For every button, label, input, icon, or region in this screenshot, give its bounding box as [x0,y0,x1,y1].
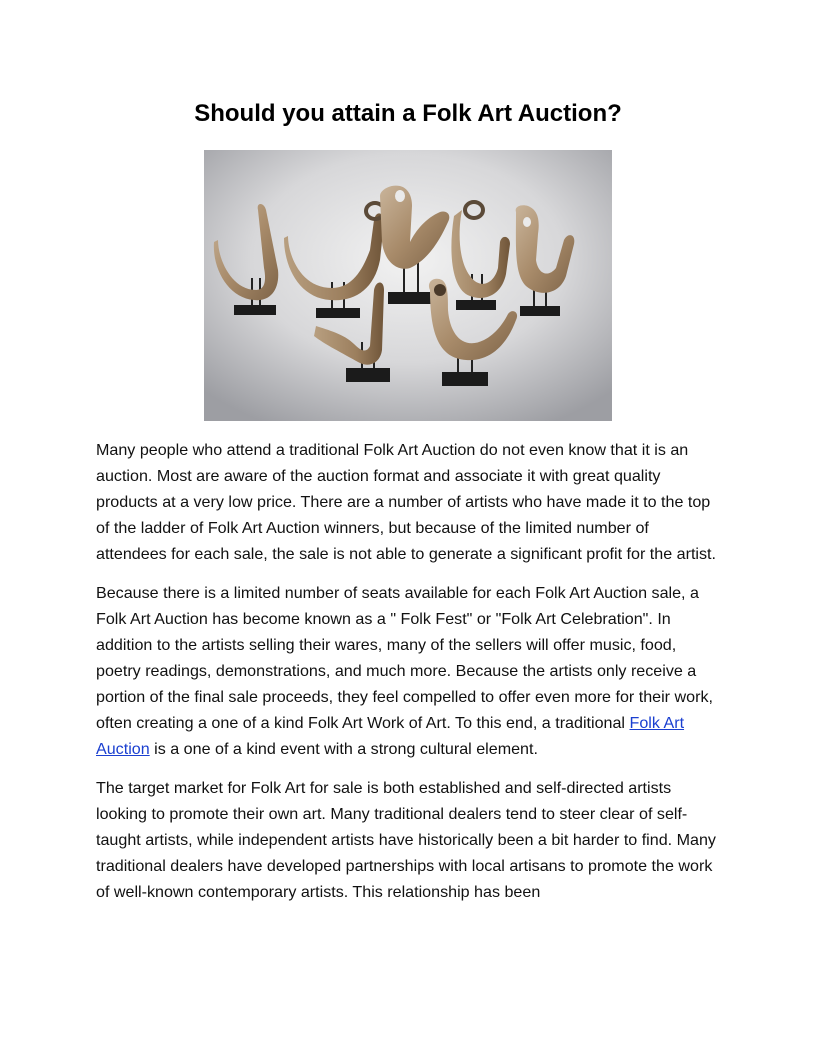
paragraph-3: The target market for Folk Art for sale is both established and self-directed artists looking to promote their own art. Many traditional dealers tend to steer clear of self-taught artists, while independent artists have historically been a bit harder to find. Many traditional dealers have developed partnerships with local artisans to promote the work of well-known contemporary artists. This relationship has been [96,779,716,901]
paragraph-2-text-before: Because there is a limited number of seats available for each Folk Art Auction sale, a Folk Art Auction has become known as a " Folk Fest" or "Folk Art Celebration". In addition to the artists selling their wares, many of the sellers will offer music, food, poetry readings, demonstrations, and much more. Because the artists only receive a portion of the final sale proceeds, they feel compelled to offer even more for their work, often creating a one of a kind Folk Art Work of Art. To this end, a traditional [96,584,713,732]
page-title: Should you attain a Folk Art Auction? [194,100,622,127]
folk-art-photo [204,150,612,421]
paragraph-2 [96,580,722,762]
folk-art-sculptures-image [204,150,612,421]
article-body [96,437,722,918]
paragraph-2-text-after: is a one of a kind event with a strong cultural element. [149,740,538,758]
paragraph-1: Many people who attend a traditional Folk Art Auction do not even know that it is an auction. Most are aware of the auction format and associate it with great quality products at a very low price. There are a number of artists who have made it to the top of the ladder of Folk Art Auction winners, but because of the limited number of attendees for each sale, the sale is not able to generate a significant profit for the artist. [96,441,716,563]
folk-art-auction-link[interactable]: Folk Art Auction [96,714,685,758]
